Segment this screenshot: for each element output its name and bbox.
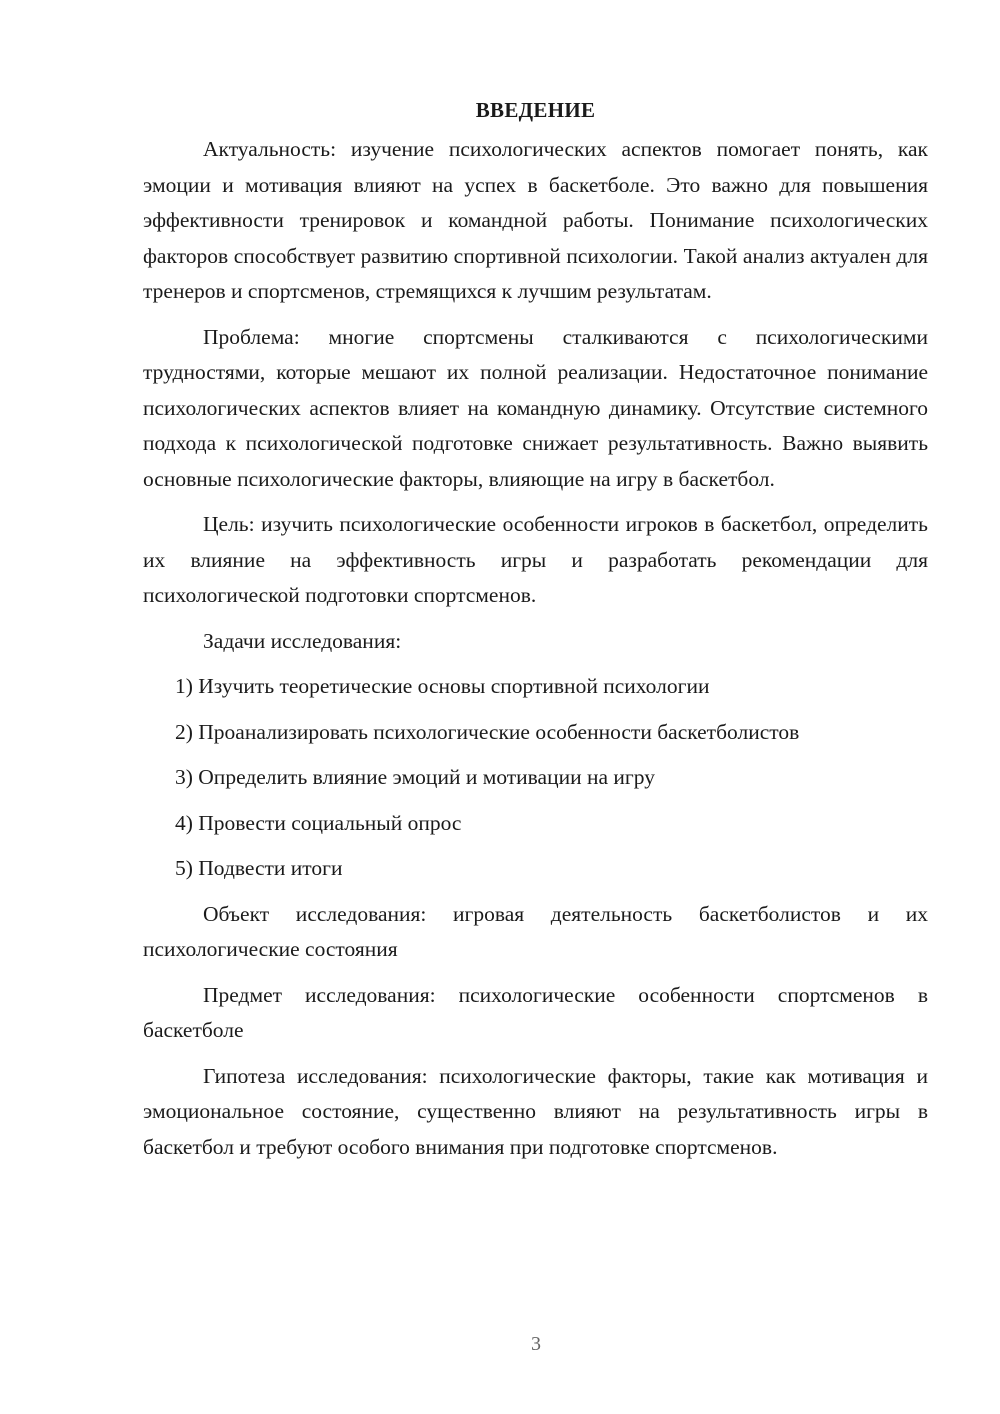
paragraph-object: Объект исследования: игровая деятельность баскетболистов и их психологические состояния: [143, 901, 928, 961]
list-item: 4) Провести социальный опрос: [175, 810, 462, 835]
page-title: ВВЕДЕНИЕ: [475, 98, 596, 122]
paragraph-problem: Проблема: многие спортсмены сталкиваются с психологическими трудностями, которые мешают их полной реализации. Недостаточное понимание психологических аспектов влияет на командную динамику. Отсутствие системного подхода к психологической подготовке снижает результативность. Важно выявить основные психологические факторы, влияющие на игру в баскетбол.: [143, 324, 928, 491]
list-item: 5) Подвести итоги: [175, 856, 343, 880]
paragraph-relevance: Актуальность: изучение психологических аспектов помогает понять, как эмоции и мотивация влияют на успех в баскетболе. Это важно для повышения эффективности тренировок и командной работы. Понимание психологических факторов способствует развитию спортивной психологии. Такой анализ актуален для тренеров и спортсменов, стремящихся к лучшим результатам.: [143, 137, 928, 303]
list-item: 3) Определить влияние эмоций и мотивации на игру: [175, 765, 655, 789]
list-item: 2) Проанализировать психологические особенности баскетболистов: [175, 719, 800, 744]
tasks-heading: Задачи исследования:: [203, 628, 402, 653]
page-number: 3: [531, 1333, 541, 1355]
paragraph-goal: Цель: изучить психологические особенности игроков в баскетбол, определить их влияние на эффективность игры и разработать рекомендации для психологической подготовки спортсменов.: [143, 512, 928, 607]
tasks-list: [143, 669, 928, 887]
paragraph-hypothesis: Гипотеза исследования: психологические факторы, такие как мотивация и эмоциональное состояние, существенно влияют на результативность игры в баскетбол и требуют особого внимания при подготовке спортсменов.: [143, 1063, 928, 1159]
paragraph-subject: Предмет исследования: психологические особенности спортсменов в баскетболе: [143, 982, 928, 1042]
list-item: 1) Изучить теоретические основы спортивной психологии: [175, 674, 710, 698]
document-page: [143, 92, 928, 1165]
